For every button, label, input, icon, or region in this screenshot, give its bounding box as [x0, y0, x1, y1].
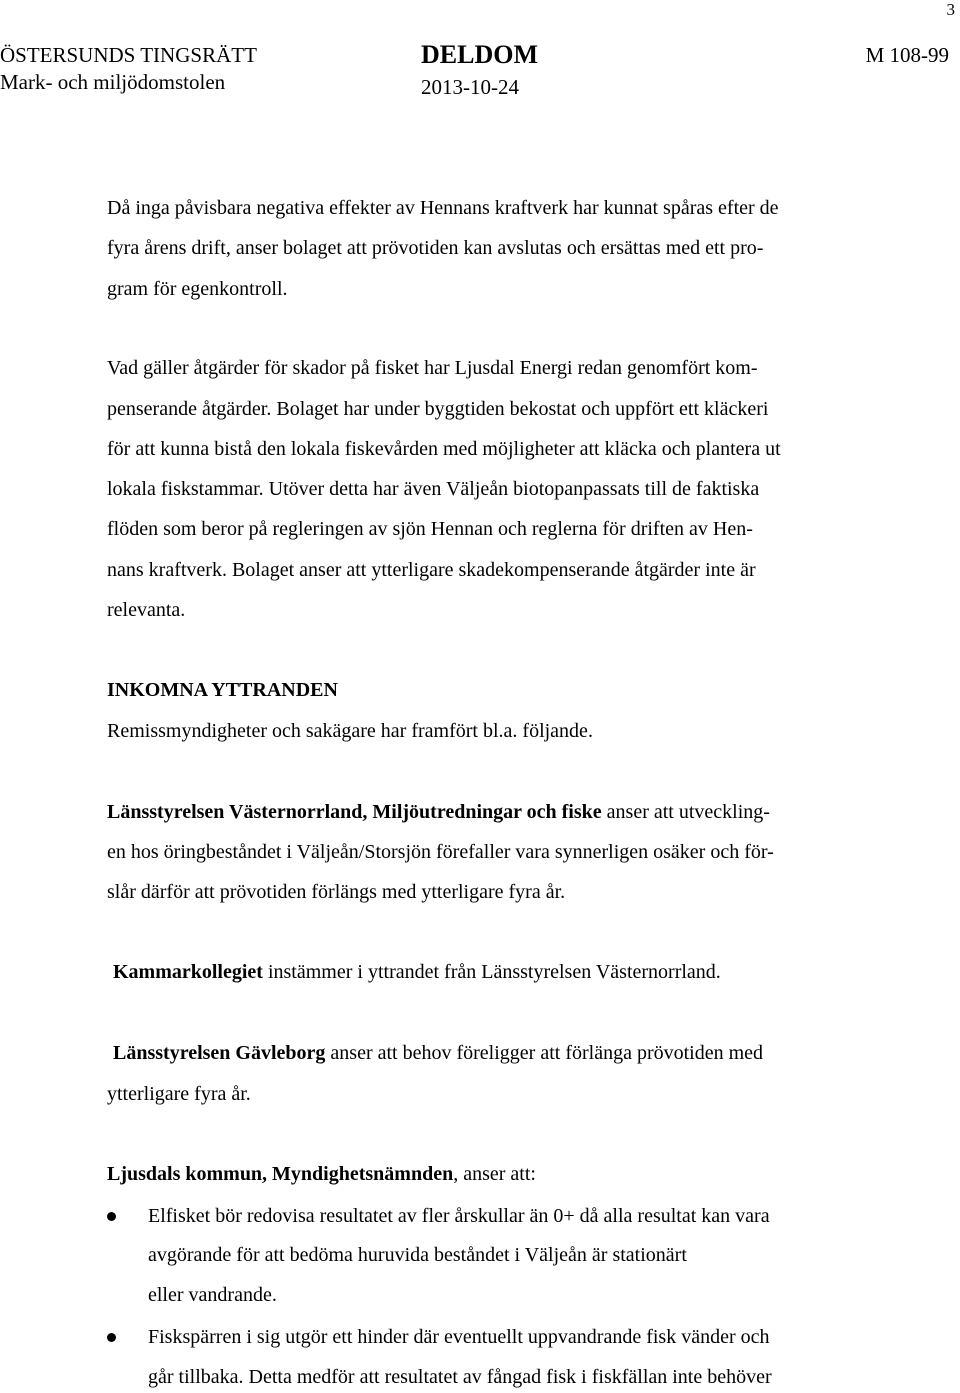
case-number: M 108-99 — [865, 43, 949, 67]
authority-name: Länsstyrelsen Västernorrland, Miljöutredningar och fiske — [107, 801, 602, 823]
document-type: DELDOM — [421, 40, 538, 69]
bullet1-line2: avgörande för att bedöma huruvida beståndet i Väljeån är stationärt — [148, 1244, 687, 1266]
para1-line2: fyra årens drift, anser bolaget att prövotiden kan avslutas och ersättas med ett pro- — [107, 237, 764, 259]
bullet-icon — [107, 1333, 116, 1342]
para2-line4: lokala fiskstammar. Utöver detta har även Väljeån biotopanpassats till de faktiska — [107, 478, 760, 500]
authority-name: Ljusdals kommun, Myndighetsnämnden — [107, 1163, 454, 1185]
para6-line1: Ljusdals kommun, Myndighetsnämnden, anser att: — [107, 1163, 536, 1185]
court-division: Mark- och miljödomstolen — [0, 70, 226, 94]
bullet2-line1: Fiskspärren i sig utgör ett hinder där eventuellt uppvandrande fisk vänder och — [148, 1326, 770, 1348]
para2-line7: relevanta. — [107, 599, 186, 621]
authority-name: Länsstyrelsen Gävleborg — [113, 1042, 326, 1064]
page-number: 3 — [946, 0, 955, 19]
para2-line6: nans kraftverk. Bolaget anser att ytterligare skadekompenserande åtgärder inte är — [107, 559, 756, 581]
para2-line5: flöden som beror på regleringen av sjön Hennan och reglerna för driften av Hen- — [107, 518, 753, 540]
bullet2-line2: går tillbaka. Detta medför att resultatet av fångad fisk i fiskfällan inte behöver — [148, 1366, 772, 1388]
document-date: 2013-10-24 — [421, 75, 519, 99]
section-intro: Remissmyndigheter och sakägare har framfört bl.a. följande. — [107, 720, 593, 742]
para2-line1: Vad gäller åtgärder för skador på fisket har Ljusdal Energi redan genomfört kom- — [107, 357, 758, 379]
authority-name: Kammarkollegiet — [113, 961, 263, 983]
para4-line1: Kammarkollegiet instämmer i yttrandet från Länsstyrelsen Västernorrland. — [113, 961, 721, 983]
para1-line3: gram för egenkontroll. — [107, 278, 288, 300]
bullet-icon — [107, 1212, 116, 1221]
court-name: ÖSTERSUNDS TINGSRÄTT — [0, 43, 257, 67]
para3-line3: slår därför att prövotiden förlängs med ytterligare fyra år. — [107, 881, 566, 903]
para3-line1: Länsstyrelsen Västernorrland, Miljöutredningar och fiske anser att utveckling- — [107, 801, 770, 823]
para3-line2: en hos öringbeståndet i Väljeån/Storsjön förefaller vara synnerligen osäker och för- — [107, 841, 774, 863]
para5-line2: ytterligare fyra år. — [107, 1083, 251, 1105]
para1-line1: Då inga påvisbara negativa effekter av Hennans kraftverk har kunnat spåras efter de — [107, 197, 779, 219]
bullet1-line3: eller vandrande. — [148, 1284, 277, 1306]
para2-line2: penserande åtgärder. Bolaget har under byggtiden bekostat och uppfört ett kläckeri — [107, 398, 769, 420]
para2-line3: för att kunna bistå den lokala fiskevården med möjligheter att kläcka och plantera ut — [107, 438, 781, 460]
bullet1-line1: Elfisket bör redovisa resultatet av fler årskullar än 0+ då alla resultat kan vara — [148, 1205, 770, 1227]
section-heading: INKOMNA YTTRANDEN — [107, 679, 338, 701]
para5-line1: Länsstyrelsen Gävleborg anser att behov föreligger att förlänga prövotiden med — [113, 1042, 764, 1064]
